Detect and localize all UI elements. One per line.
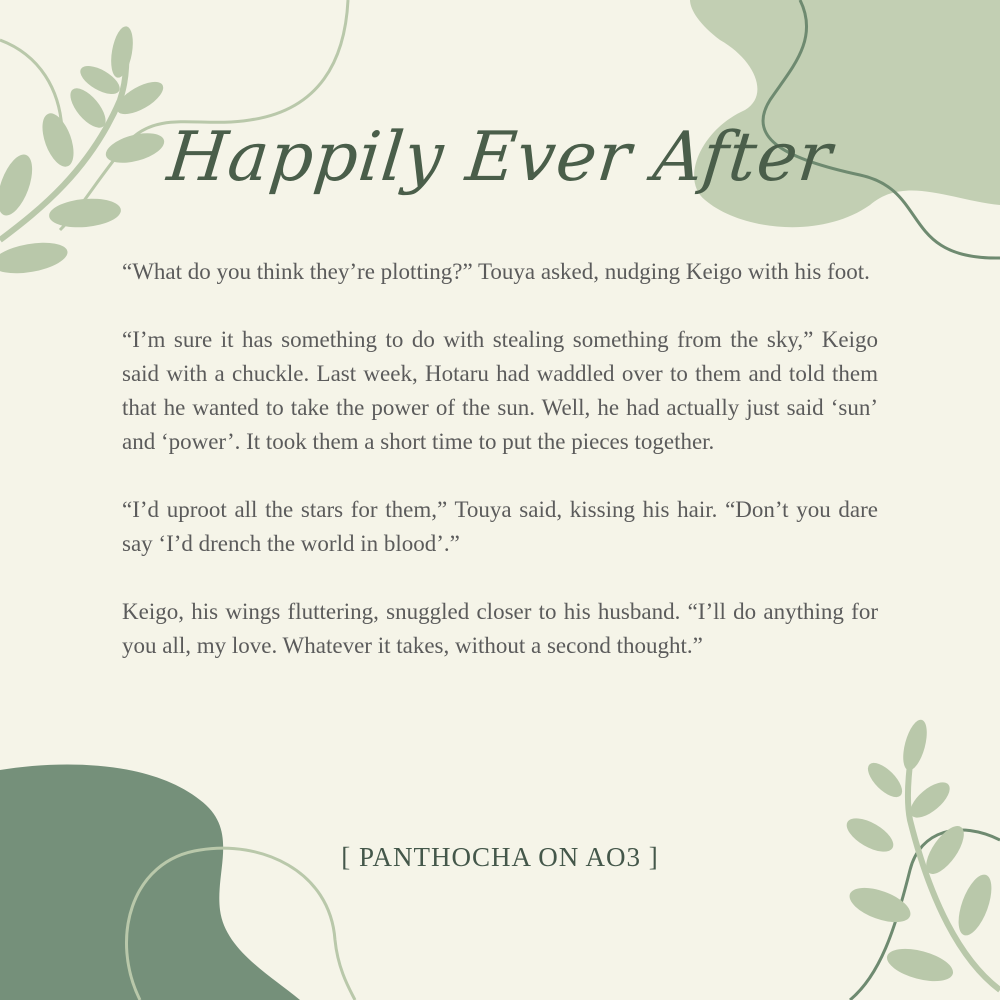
author-credit: [ PANTHOCHA ON AO3 ] xyxy=(341,842,659,872)
bottom-left-blob xyxy=(0,764,300,1000)
paragraph: Keigo, his wings fluttering, snuggled closer to his husband. “I’ll do anything for you all, my love. Whatever it takes, without a second thought.” xyxy=(122,599,878,658)
paragraph: “What do you think they’re plotting?” Touya asked, nudging Keigo with his foot. xyxy=(122,259,870,284)
page-title: Happily Ever After xyxy=(163,118,837,197)
paragraph: “I’m sure it has something to do with stealing something from the sky,” Keigo said with a chuckle. Last week, Hotaru had waddled over to them and told them that he wanted to take the power of the sun. Well, he had actually just said ‘sun’ and ‘power’. It took them a short time to put the pieces together. xyxy=(122,327,878,454)
story-text xyxy=(122,255,878,697)
paragraph: “I’d uproot all the stars for them,” Touya said, kissing his hair. “Don’t you dare say ‘I’d drench the world in blood’.” xyxy=(122,497,878,556)
